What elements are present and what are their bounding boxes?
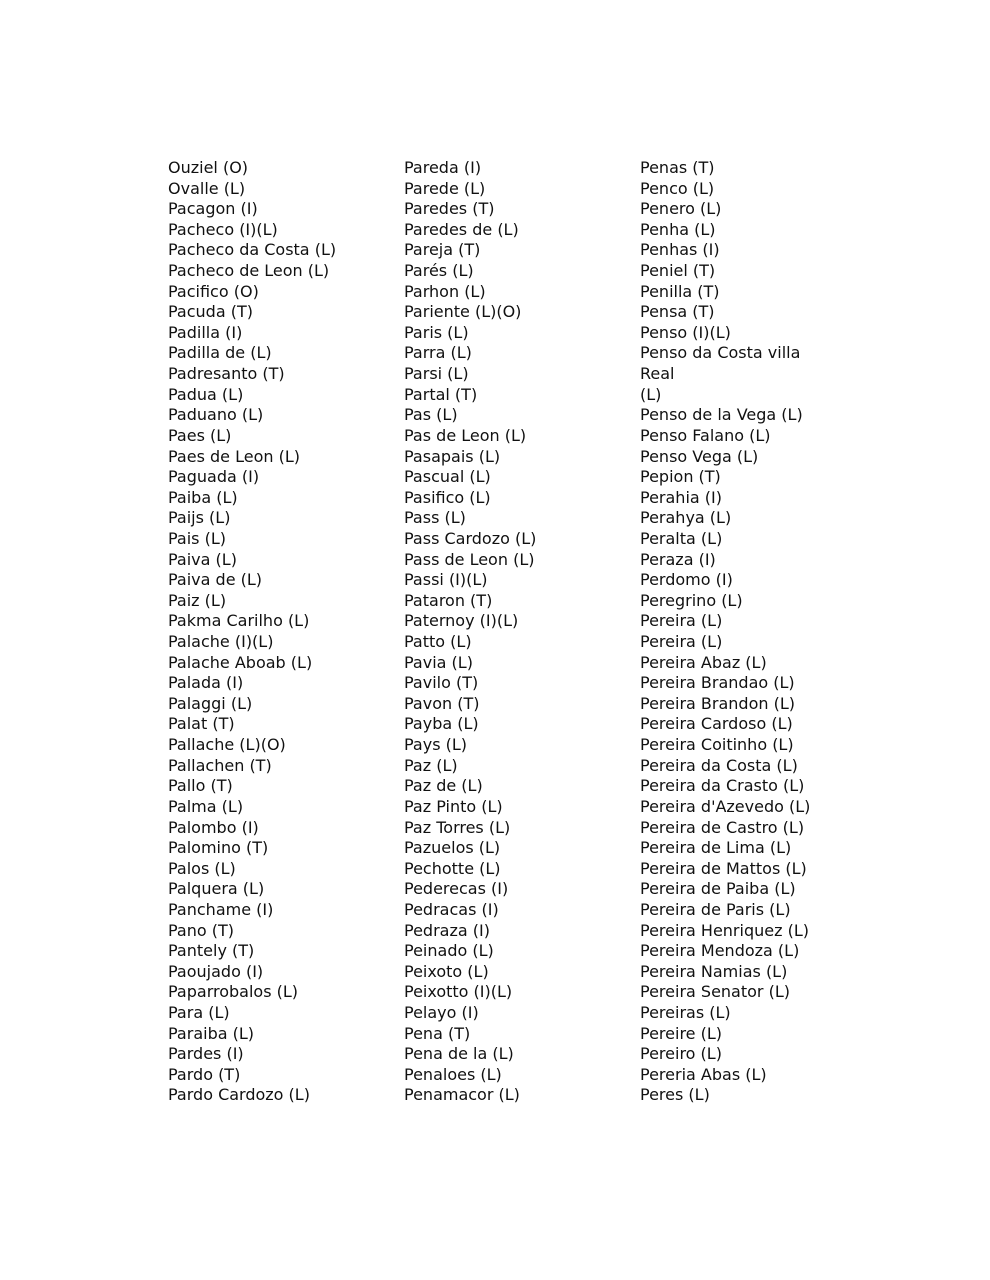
surname-entry: Ouziel (O) xyxy=(168,158,249,177)
surname-entry: Parés (L) xyxy=(404,261,474,281)
surname-entry: Peixotto (I)(L) xyxy=(404,982,513,1002)
surname-entry: Padilla de (L) xyxy=(168,343,272,363)
surname-entry: Pavilo (T) xyxy=(404,673,479,693)
surname-entry: Pereira Namias (L) xyxy=(640,961,788,981)
surname-entry: Paes (L) xyxy=(168,425,232,445)
surname-entry: Pariente (L)(O) xyxy=(404,302,522,322)
surname-entry: Pascual (L) xyxy=(404,467,491,487)
surname-entry: Pepion (T) xyxy=(640,467,721,487)
surname-entry: Pereira de Castro (L) xyxy=(640,817,805,837)
surname-entry: Paz Torres (L) xyxy=(404,817,511,837)
surname-entry: Paredes (T) xyxy=(404,199,495,219)
surname-entry: Paraiba (L) xyxy=(168,1023,255,1043)
surname-entry: Penso da Costa villa xyxy=(640,343,801,363)
surname-entry: Pareja (T) xyxy=(404,240,481,260)
surname-entry: Pereira Brandon (L) xyxy=(640,693,795,713)
surname-entry: Palada (I) xyxy=(168,673,244,693)
surname-entry: Paiz (L) xyxy=(168,590,227,610)
surname-entry: Pereira (L) xyxy=(640,632,723,652)
surname-entry: Penhas (I) xyxy=(640,240,720,260)
surname-entry: Padresanto (T) xyxy=(168,364,285,384)
surname-entry: Palos (L) xyxy=(168,858,236,878)
surname-entry: Pereira Brandao (L) xyxy=(640,673,795,693)
surname-entry: Pereiro (L) xyxy=(640,1044,722,1064)
surname-entry: Pacheco (I)(L) xyxy=(168,219,278,239)
surname-entry: Parra (L) xyxy=(404,343,472,363)
surname-entry: Pardes (I) xyxy=(168,1044,244,1064)
surname-entry: Pereira Cardoso (L) xyxy=(640,714,793,734)
surname-entry: Penso (I)(L) xyxy=(640,322,731,342)
surname-entry: Penaloes (L) xyxy=(404,1064,502,1084)
surname-entry: Pena (T) xyxy=(404,1023,471,1043)
surname-entry: Pais (L) xyxy=(168,528,226,548)
surname-entry: Palat (T) xyxy=(168,714,235,734)
surname-entry: Pereira da Costa (L) xyxy=(640,755,798,775)
surname-entry: Paoujado (I) xyxy=(168,961,264,981)
surname-entry: Pereira Abaz (L) xyxy=(640,652,767,672)
surname-entry: Penamacor (L) xyxy=(404,1085,520,1105)
surname-entry: Pass Cardozo (L) xyxy=(404,528,537,548)
surname-entry: Pelayo (I) xyxy=(404,1002,479,1022)
surname-entry: Pass de Leon (L) xyxy=(404,549,535,569)
surname-entry: Penha (L) xyxy=(640,219,716,239)
surname-entry: (L) xyxy=(640,384,662,404)
surname-entry: Peinado (L) xyxy=(404,941,494,961)
surname-entry: Ovalle (L) xyxy=(168,178,246,198)
surname-entry: Pereira (L) xyxy=(640,611,723,631)
surname-entry: Pereira de Lima (L) xyxy=(640,838,792,858)
surname-entry: Penilla (T) xyxy=(640,281,720,301)
surname-entry: Pantely (T) xyxy=(168,941,255,961)
surname-entry: Pas (L) xyxy=(404,405,458,425)
surname-entry: Pacifico (O) xyxy=(168,281,259,301)
surname-entry: Peniel (T) xyxy=(640,261,716,281)
surname-entry: Perdomo (I) xyxy=(640,570,733,590)
surname-entry: Real xyxy=(640,364,675,384)
surname-entry: Peregrino (L) xyxy=(640,590,743,610)
surname-entry: Paduano (L) xyxy=(168,405,264,425)
surname-entry: Paz Pinto (L) xyxy=(404,796,503,816)
surname-entry: Pensa (T) xyxy=(640,302,715,322)
surname-entry: Paguada (I) xyxy=(168,467,260,487)
surname-entry: Payba (L) xyxy=(404,714,479,734)
surname-entry: Pereira de Paris (L) xyxy=(640,899,791,919)
surname-entry: Pasapais (L) xyxy=(404,446,501,466)
surname-entry: Para (L) xyxy=(168,1002,230,1022)
surname-entry: Pechotte (L) xyxy=(404,858,501,878)
surname-entry: Penso Vega (L) xyxy=(640,446,759,466)
surname-entry: Pallache (L)(O) xyxy=(168,735,286,755)
surname-entry: Paternoy (I)(L) xyxy=(404,611,519,631)
surname-entry: Pardo Cardozo (L) xyxy=(168,1085,310,1105)
surname-entry: Pereiras (L) xyxy=(640,1002,731,1022)
surname-column-3 xyxy=(640,158,865,1106)
surname-entry: Palombo (I) xyxy=(168,817,259,837)
surname-entry: Pereira de Mattos (L) xyxy=(640,858,807,878)
surname-entry: Paiva (L) xyxy=(168,549,237,569)
surname-entry: Pereira Henriquez (L) xyxy=(640,920,809,940)
surname-entry: Penero (L) xyxy=(640,199,722,219)
surname-entry: Patto (L) xyxy=(404,632,472,652)
surname-entry: Passi (I)(L) xyxy=(404,570,488,590)
surname-entry: Pereire (L) xyxy=(640,1023,722,1043)
surname-entry: Pasifico (L) xyxy=(404,487,491,507)
surname-entry: Parede (L) xyxy=(404,178,486,198)
surname-entry: Pays (L) xyxy=(404,735,468,755)
surname-entry: Pereira Coitinho (L) xyxy=(640,735,794,755)
surname-entry: Palomino (T) xyxy=(168,838,269,858)
surname-entry: Pereira Mendoza (L) xyxy=(640,941,800,961)
surname-entry: Pavia (L) xyxy=(404,652,473,672)
surname-entry: Pedraza (I) xyxy=(404,920,490,940)
surname-entry: Pena de la (L) xyxy=(404,1044,514,1064)
surname-entry: Paredes de (L) xyxy=(404,219,519,239)
surname-entry: Pavon (T) xyxy=(404,693,480,713)
surname-entry: Paparrobalos (L) xyxy=(168,982,299,1002)
surname-entry: Paris (L) xyxy=(404,322,469,342)
surname-entry: Paz de (L) xyxy=(404,776,483,796)
surname-entry: Penco (L) xyxy=(640,178,715,198)
surname-entry: Peres (L) xyxy=(640,1085,710,1105)
surname-entry: Pass (L) xyxy=(404,508,466,528)
surname-entry: Peralta (L) xyxy=(640,528,723,548)
surname-entry: Pedracas (I) xyxy=(404,899,499,919)
surname-entry: Pataron (T) xyxy=(404,590,493,610)
surname-entry: Pereira Senator (L) xyxy=(640,982,790,1002)
surname-entry: Palache Aboab (L) xyxy=(168,652,313,672)
surname-entry: Pacagon (I) xyxy=(168,199,258,219)
surname-entry: Padilla (I) xyxy=(168,322,243,342)
surname-entry: Peixoto (L) xyxy=(404,961,489,981)
surname-entry: Paz (L) xyxy=(404,755,458,775)
surname-entry: Pazuelos (L) xyxy=(404,838,501,858)
surname-entry: Pacheco de Leon (L) xyxy=(168,261,330,281)
surname-entry: Pallachen (T) xyxy=(168,755,272,775)
surname-entry: Padua (L) xyxy=(168,384,244,404)
surname-entry: Paiva de (L) xyxy=(168,570,263,590)
surname-entry: Pardo (T) xyxy=(168,1064,241,1084)
surname-entry: Perahya (L) xyxy=(640,508,732,528)
surname-entry: Pereira de Paiba (L) xyxy=(640,879,796,899)
surname-entry: Pacheco da Costa (L) xyxy=(168,240,337,260)
surname-entry: Pereria Abas (L) xyxy=(640,1064,767,1084)
surname-entry: Palma (L) xyxy=(168,796,244,816)
surname-entry: Parhon (L) xyxy=(404,281,486,301)
surname-entry: Pallo (T) xyxy=(168,776,233,796)
surname-entry: Panchame (I) xyxy=(168,899,274,919)
surname-entry: Pacuda (T) xyxy=(168,302,253,322)
surname-entry: Paes de Leon (L) xyxy=(168,446,300,466)
surname-entry: Pereira da Crasto (L) xyxy=(640,776,805,796)
surname-entry: Pakma Carilho (L) xyxy=(168,611,310,631)
surname-entry: Pas de Leon (L) xyxy=(404,425,527,445)
surname-column-1 xyxy=(168,158,393,1106)
surname-entry: Penso Falano (L) xyxy=(640,425,771,445)
surname-entry: Palaggi (L) xyxy=(168,693,253,713)
surname-entry: Pederecas (I) xyxy=(404,879,509,899)
surname-entry: Perahia (I) xyxy=(640,487,722,507)
surname-entry: Parsi (L) xyxy=(404,364,469,384)
surname-entry: Penas (T) xyxy=(640,158,715,177)
surname-entry: Partal (T) xyxy=(404,384,478,404)
surname-entry: Pareda (I) xyxy=(404,158,482,177)
surname-entry: Palquera (L) xyxy=(168,879,265,899)
surname-entry: Pano (T) xyxy=(168,920,235,940)
surname-entry: Peraza (I) xyxy=(640,549,716,569)
surname-entry: Pereira d'Azevedo (L) xyxy=(640,796,811,816)
surname-entry: Penso de la Vega (L) xyxy=(640,405,803,425)
surname-entry: Paiba (L) xyxy=(168,487,238,507)
surname-entry: Paijs (L) xyxy=(168,508,231,528)
surname-column-2 xyxy=(404,158,629,1106)
surname-entry: Palache (I)(L) xyxy=(168,632,274,652)
